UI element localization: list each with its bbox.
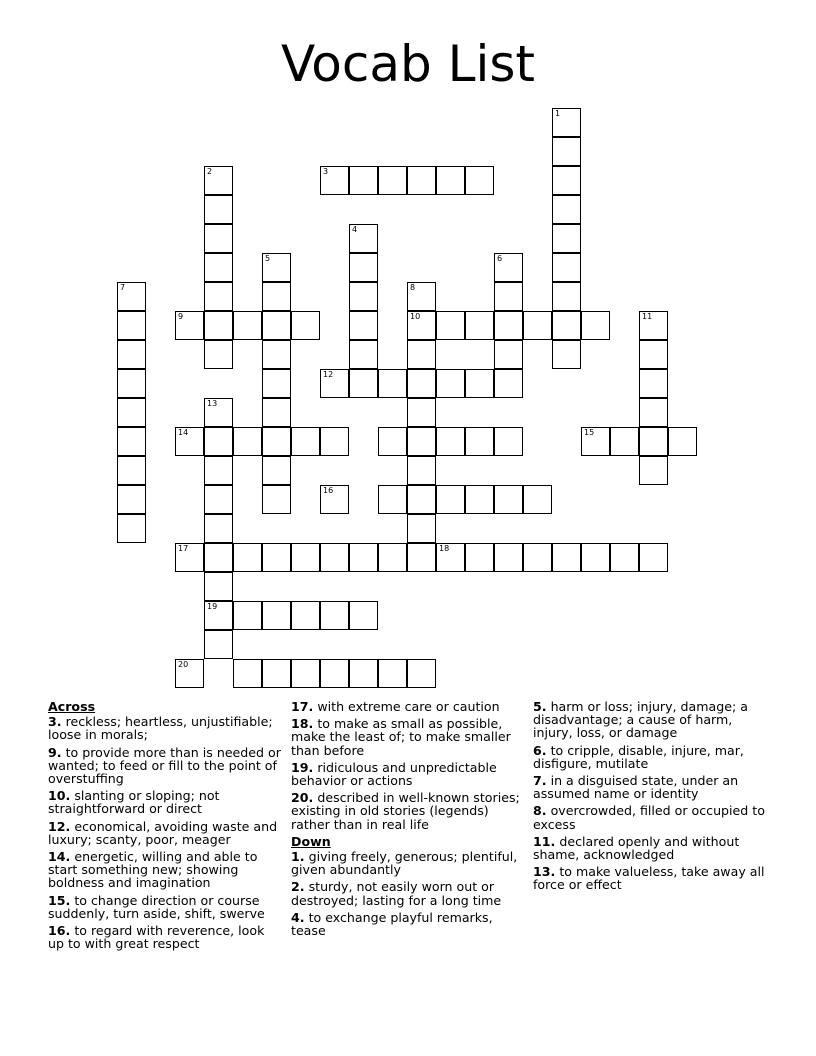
clue-number: 4. [291, 909, 305, 925]
grid-cell[interactable] [262, 659, 291, 688]
grid-cell[interactable] [291, 543, 320, 572]
grid-cell[interactable] [262, 456, 291, 485]
grid-cell[interactable] [233, 427, 262, 456]
grid-cell[interactable] [436, 427, 465, 456]
grid-cell[interactable] [204, 282, 233, 311]
grid-cell[interactable] [262, 398, 291, 427]
grid-cell[interactable] [494, 369, 523, 398]
grid-cell[interactable] [552, 340, 581, 369]
clues-column-3 [533, 700, 769, 896]
clue-across-12 [48, 820, 282, 846]
grid-cell[interactable] [552, 253, 581, 282]
page-title: Vocab List [280, 35, 536, 93]
grid-cell[interactable] [407, 485, 436, 514]
grid-cell[interactable] [407, 282, 436, 311]
grid-cell[interactable] [262, 601, 291, 630]
grid-cell[interactable] [204, 514, 233, 543]
grid-cell[interactable] [117, 282, 146, 311]
grid-cell[interactable] [407, 166, 436, 195]
grid-cell[interactable] [407, 456, 436, 485]
grid-cell[interactable] [639, 340, 668, 369]
cell-number: 9 [178, 312, 184, 321]
grid-cell[interactable] [639, 369, 668, 398]
grid-cell[interactable] [204, 485, 233, 514]
clue-number: 18. [291, 716, 314, 732]
grid-cell[interactable] [204, 456, 233, 485]
cell-number: 7 [120, 283, 126, 292]
clue-number: 2. [291, 879, 305, 895]
grid-cell[interactable] [320, 659, 349, 688]
grid-cell[interactable] [378, 166, 407, 195]
clue-number: 17. [291, 699, 314, 714]
grid-cell[interactable] [262, 311, 291, 340]
grid-cell[interactable] [291, 427, 320, 456]
grid-cell[interactable] [349, 543, 378, 572]
grid-cell[interactable] [204, 601, 233, 630]
grid-cell[interactable] [378, 427, 407, 456]
grid-cell[interactable] [668, 427, 697, 456]
grid-cell[interactable] [407, 398, 436, 427]
clue-number: 9. [48, 744, 62, 760]
clue-number: 11. [533, 833, 556, 849]
grid-cell[interactable] [407, 543, 436, 572]
grid-cell[interactable] [436, 485, 465, 514]
cell-number: 19 [207, 602, 218, 611]
clue-number: 19. [291, 759, 314, 775]
grid-cell[interactable] [349, 311, 378, 340]
grid-cell[interactable] [436, 166, 465, 195]
grid-cell[interactable] [407, 514, 436, 543]
grid-cell[interactable] [291, 601, 320, 630]
grid-cell[interactable] [204, 253, 233, 282]
grid-cell[interactable] [204, 166, 233, 195]
clue-across-19 [291, 761, 527, 787]
grid-cell[interactable] [494, 282, 523, 311]
grid-cell[interactable] [320, 485, 349, 514]
cell-number: 14 [178, 428, 189, 437]
grid-cell[interactable] [494, 253, 523, 282]
clue-across-15 [48, 894, 282, 920]
grid-cell[interactable] [233, 543, 262, 572]
clue-text: energetic, willing and able to start something new; showing boldness and imagination [48, 849, 258, 891]
grid-cell[interactable] [175, 427, 204, 456]
grid-cell[interactable] [262, 253, 291, 282]
grid-cell[interactable] [349, 224, 378, 253]
grid-cell[interactable] [407, 340, 436, 369]
cell-number: 11 [642, 312, 653, 321]
grid-cell[interactable] [291, 659, 320, 688]
grid-cell[interactable] [552, 195, 581, 224]
clue-text: sturdy, not easily worn out or destroyed; lasting for a long time [291, 879, 502, 908]
clue-text: declared openly and without shame, acknowledged [533, 833, 740, 863]
grid-cell[interactable] [175, 659, 204, 688]
grid-cell[interactable] [523, 311, 552, 340]
grid-cell[interactable] [262, 340, 291, 369]
grid-cell[interactable] [117, 398, 146, 427]
clue-down-5 [533, 700, 769, 740]
grid-cell[interactable] [494, 543, 523, 572]
grid-cell[interactable] [581, 543, 610, 572]
grid-cell[interactable] [552, 108, 581, 137]
cell-number: 13 [207, 399, 218, 408]
clue-text: reckless; heartless, unjustifiable; loose in morals; [48, 714, 273, 743]
clue-number: 3. [48, 714, 62, 730]
clue-number: 20. [291, 790, 314, 806]
grid-cell[interactable] [552, 224, 581, 253]
clue-number: 8. [533, 803, 547, 819]
grid-cell[interactable] [117, 340, 146, 369]
clue-text: ridiculous and unpredictable behavior or actions [291, 759, 497, 789]
clue-text: to exchange playful remarks, tease [291, 909, 493, 939]
grid-cell[interactable] [407, 659, 436, 688]
grid-cell[interactable] [204, 224, 233, 253]
cell-number: 6 [497, 254, 503, 263]
grid-cell[interactable] [465, 485, 494, 514]
clue-text: in a disguised state, under an assumed name or identity [533, 773, 739, 802]
grid-cell[interactable] [378, 485, 407, 514]
grid-cell[interactable] [465, 543, 494, 572]
grid-cell[interactable] [262, 427, 291, 456]
grid-cell[interactable] [349, 340, 378, 369]
clue-across-16 [48, 924, 282, 950]
clue-down-6 [533, 744, 769, 770]
clue-across-9 [48, 746, 282, 786]
clue-text: giving freely, generous; plentiful, given abundantly [291, 849, 518, 878]
grid-cell[interactable] [465, 369, 494, 398]
grid-cell[interactable] [465, 427, 494, 456]
cell-number: 17 [178, 544, 189, 553]
grid-cell[interactable] [320, 166, 349, 195]
grid-cell[interactable] [523, 543, 552, 572]
grid-cell[interactable] [407, 427, 436, 456]
grid-cell[interactable] [349, 601, 378, 630]
grid-cell[interactable] [320, 369, 349, 398]
clue-text: with extreme care or caution [317, 699, 500, 714]
grid-cell[interactable] [320, 601, 349, 630]
grid-cell[interactable] [436, 369, 465, 398]
grid-cell[interactable] [349, 369, 378, 398]
clue-number: 14. [48, 849, 71, 865]
clue-text: to regard with reverence, look up to with great respect [48, 923, 265, 952]
grid-cell[interactable] [494, 340, 523, 369]
grid-cell[interactable] [233, 311, 262, 340]
grid-cell[interactable] [204, 630, 233, 659]
cell-number: 1 [555, 109, 561, 118]
clue-text: economical, avoiding waste and luxury; scanty, poor, meager [48, 818, 278, 847]
grid-cell[interactable] [262, 282, 291, 311]
clue-number: 12. [48, 818, 71, 834]
clue-across-3 [48, 715, 282, 741]
clue-text: slanting or sloping; not straightforward or direct [48, 788, 220, 817]
grid-cell[interactable] [465, 166, 494, 195]
cell-number: 8 [410, 283, 416, 292]
grid-cell[interactable] [610, 543, 639, 572]
grid-cell[interactable] [639, 311, 668, 340]
grid-cell[interactable] [436, 311, 465, 340]
cell-number: 4 [352, 225, 358, 234]
cell-number: 20 [178, 660, 189, 669]
cell-number: 3 [323, 167, 329, 176]
clue-number: 1. [291, 849, 305, 865]
grid-cell[interactable] [204, 543, 233, 572]
grid-cell[interactable] [378, 543, 407, 572]
clue-down-11 [533, 835, 769, 861]
clue-text: to make as small as possible, make the least of; to make smaller than before [291, 716, 511, 758]
clue-text: to cripple, disable, injure, mar, disfigure, mutilate [533, 742, 744, 771]
grid-cell[interactable] [117, 514, 146, 543]
clue-number: 10. [48, 788, 71, 804]
grid-cell[interactable] [117, 369, 146, 398]
grid-cell[interactable] [639, 427, 668, 456]
clue-across-10 [48, 789, 282, 815]
clue-text: harm or loss; injury, damage; a disadvantage; a cause of harm, injury, loss, or damage [533, 699, 748, 741]
grid-cell[interactable] [349, 166, 378, 195]
grid-cell[interactable] [436, 543, 465, 572]
grid-cell[interactable] [117, 427, 146, 456]
grid-cell[interactable] [639, 398, 668, 427]
clue-text: overcrowded, filled or occupied to excess [533, 803, 765, 832]
grid-cell[interactable] [117, 485, 146, 514]
clue-across-17 [291, 700, 527, 713]
cell-number: 2 [207, 167, 213, 176]
clue-across-14 [48, 850, 282, 890]
grid-cell[interactable] [349, 282, 378, 311]
grid-cell[interactable] [523, 485, 552, 514]
grid-cell[interactable] [233, 659, 262, 688]
grid-cell[interactable] [291, 311, 320, 340]
clue-number: 7. [533, 773, 547, 789]
grid-cell[interactable] [639, 456, 668, 485]
grid-cell[interactable] [262, 543, 291, 572]
grid-cell[interactable] [552, 543, 581, 572]
grid-cell[interactable] [552, 282, 581, 311]
clue-number: 16. [48, 923, 71, 939]
cell-number: 18 [439, 544, 450, 553]
grid-cell[interactable] [494, 427, 523, 456]
clue-down-4 [291, 911, 527, 937]
grid-cell[interactable] [204, 195, 233, 224]
clue-across-20 [291, 791, 527, 831]
grid-cell[interactable] [117, 456, 146, 485]
clue-down-13 [533, 865, 769, 891]
clue-down-8 [533, 804, 769, 830]
grid-cell[interactable] [262, 369, 291, 398]
clue-text: to make valueless, take away all force or effect [533, 864, 765, 893]
grid-cell[interactable] [204, 398, 233, 427]
grid-cell[interactable] [552, 137, 581, 166]
grid-cell[interactable] [204, 427, 233, 456]
grid-cell[interactable] [552, 166, 581, 195]
clue-down-2 [291, 880, 527, 906]
clue-text: to change direction or course suddenly, turn aside, shift, swerve [48, 892, 265, 921]
clue-across-18 [291, 717, 527, 757]
clue-number: 5. [533, 699, 547, 714]
grid-cell[interactable] [175, 311, 204, 340]
clue-text: described in well-known stories; existing in old stories (legends) rather than in real life [291, 790, 520, 832]
clue-down-7 [533, 774, 769, 800]
cell-number: 5 [265, 254, 271, 263]
grid-cell[interactable] [407, 369, 436, 398]
clue-number: 13. [533, 864, 556, 880]
grid-cell[interactable] [639, 543, 668, 572]
grid-cell[interactable] [320, 427, 349, 456]
grid-cell[interactable] [581, 311, 610, 340]
clues-column-1 [48, 700, 282, 954]
clue-text: to provide more than is needed or wanted; to feed or fill to the point of overstuffing [48, 744, 281, 787]
across-heading: Across [48, 699, 96, 714]
cell-number: 10 [410, 312, 421, 321]
grid-cell[interactable] [552, 311, 581, 340]
clue-down-1 [291, 850, 527, 876]
grid-cell[interactable] [117, 311, 146, 340]
down-heading: Down [291, 833, 331, 849]
clue-number: 6. [533, 742, 547, 758]
grid-cell[interactable] [465, 311, 494, 340]
grid-cell[interactable] [233, 601, 262, 630]
grid-cell[interactable] [494, 485, 523, 514]
grid-cell[interactable] [494, 311, 523, 340]
clue-number: 15. [48, 892, 71, 908]
grid-cell[interactable] [378, 659, 407, 688]
grid-cell[interactable] [204, 572, 233, 601]
grid-cell[interactable] [581, 427, 610, 456]
cell-number: 15 [584, 428, 595, 437]
grid-cell[interactable] [349, 253, 378, 282]
cell-number: 12 [323, 370, 334, 379]
grid-cell[interactable] [262, 485, 291, 514]
grid-cell[interactable] [204, 311, 233, 340]
clues-column-2 [291, 700, 527, 941]
grid-cell[interactable] [349, 659, 378, 688]
grid-cell[interactable] [378, 369, 407, 398]
grid-cell[interactable] [407, 311, 436, 340]
cell-number: 16 [323, 486, 334, 495]
grid-cell[interactable] [175, 543, 204, 572]
grid-cell[interactable] [204, 340, 233, 369]
grid-cell[interactable] [320, 543, 349, 572]
grid-cell[interactable] [610, 427, 639, 456]
